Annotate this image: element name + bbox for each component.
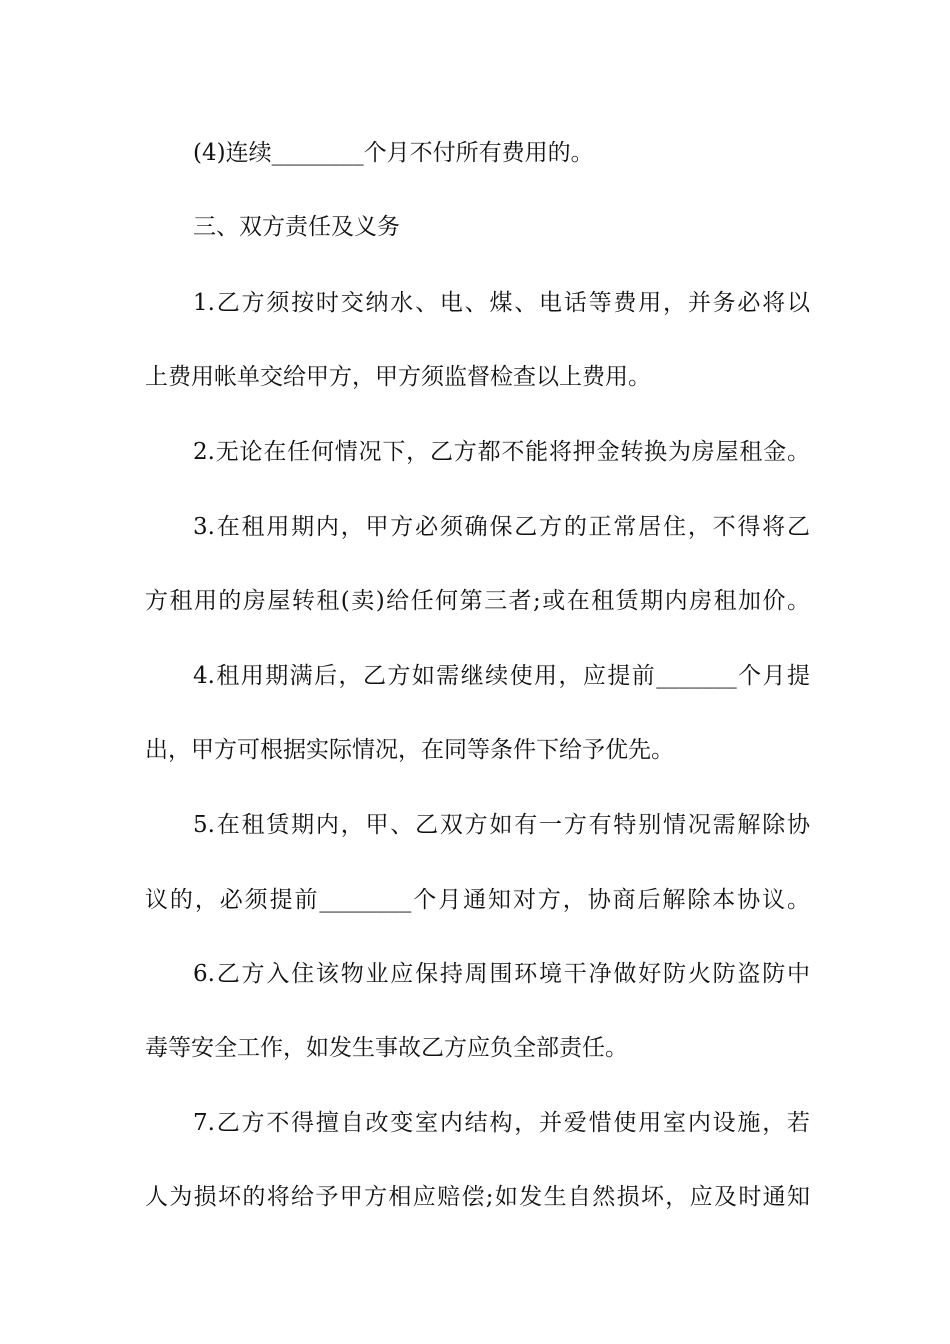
clause-2: 2.无论在任何情况下，乙方都不能将押金转换为房屋租金。 [193,439,810,465]
clause-1-line-1: 1.乙方须按时交纳水、电、煤、电话等费用，并务必将以 [193,290,810,316]
clause-4-line-1: 4.租用期满后，乙方如需继续使用，应提前_______个月提 [193,663,810,689]
paragraph-4-continued-months: (4)连续________个月不付所有费用的。 [193,140,594,166]
clause-7-line-1: 7.乙方不得擅自改变室内结构，并爱惜使用室内设施，若 [193,1110,810,1136]
clause-4-line-2: 出，甲方可根据实际情况，在同等条件下给予优先。 [145,737,674,763]
clause-5-line-2: 议的，必须提前________个月通知对方，协商后解除本协议。 [145,887,810,913]
clause-6-line-1: 6.乙方入住该物业应保持周围环境干净做好防火防盗防中 [193,961,810,987]
clause-7-line-2: 人为损坏的将给予甲方相应赔偿;如发生自然损坏，应及时通知 [145,1184,810,1210]
section-heading-responsibilities: 三、双方责任及义务 [193,214,400,240]
clause-3-line-2: 方租用的房屋转租(卖)给任何第三者;或在租赁期内房租加价。 [145,588,810,614]
clause-6-line-2: 毒等安全工作，如发生事故乙方应负全部责任。 [145,1035,628,1061]
clause-3-line-1: 3.在租用期内，甲方必须确保乙方的正常居住，不得将乙 [193,514,810,540]
clause-5-line-1: 5.在租赁期内，甲、乙双方如有一方有特别情况需解除协 [193,812,810,838]
clause-1-line-2: 上费用帐单交给甲方，甲方须监督检查以上费用。 [145,364,651,390]
